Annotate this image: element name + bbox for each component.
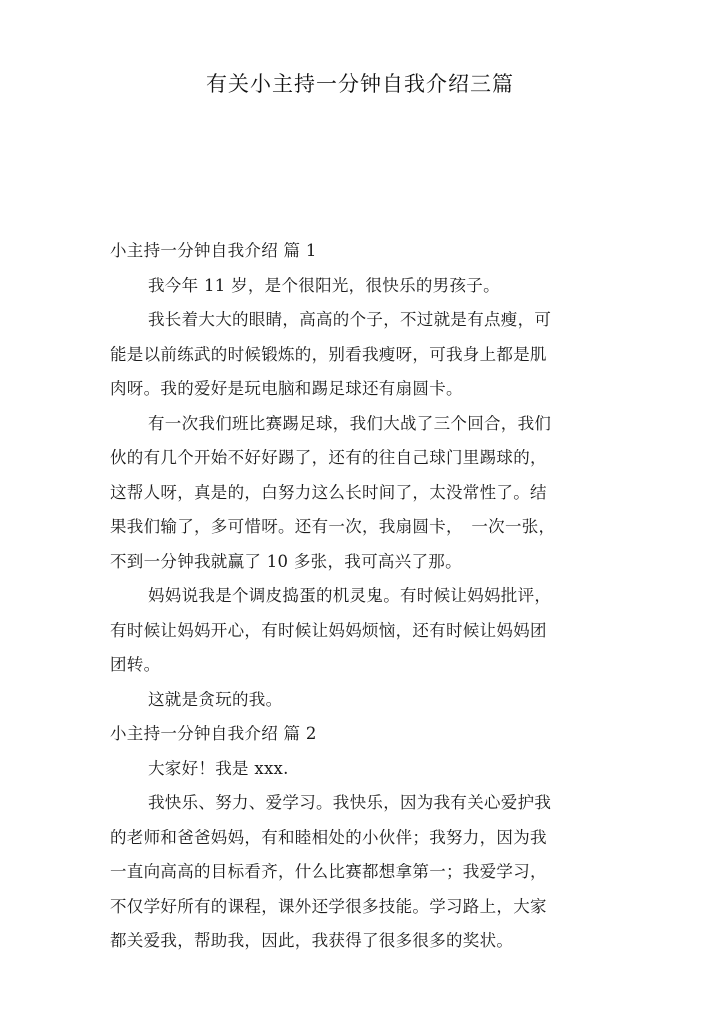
paragraph-line: 这帮人呀，真是的，白努力这么长时间了，太没常性了。结 [110, 482, 547, 502]
paragraph-line: 这就是贪玩的我。 [148, 689, 283, 709]
section-heading: 小主持一分钟自我介绍 篇 1 [110, 241, 317, 260]
paragraph-line: 肉呀。我的爱好是玩电脑和踢足球还有扇圆卡。 [110, 379, 463, 398]
paragraph-line: 都关爱我，帮助我，因此，我获得了很多很多的奖状。 [110, 931, 514, 950]
paragraph-line: 有时候让妈妈开心，有时候让妈妈烦恼，还有时候让妈妈团 [110, 620, 547, 640]
document-title: 有关小主持一分钟自我介绍三篇 [206, 72, 514, 96]
paragraph-line: 我长着大大的眼睛，高高的个子，不过就是有点瘦，可 [148, 310, 552, 329]
paragraph-line: 我今年 11 岁，是个很阳光，很快乐的男孩子。 [148, 275, 500, 295]
paragraph-line: 大家好！我是 xxx. [148, 758, 289, 778]
paragraph-line: 我快乐、努力、爱学习。我快乐，因为我有关心爱护我 [148, 793, 552, 812]
paragraph-line: 能是以前练武的时候锻炼的，别看我瘦呀，可我身上都是肌 [110, 344, 547, 364]
paragraph-line: 妈妈说我是个调皮捣蛋的机灵鬼。有时候让妈妈批评， [148, 586, 552, 605]
paragraph-line: 不到一分钟我就赢了 10 多张，我可高兴了那。 [110, 551, 462, 571]
document-body [110, 234, 610, 959]
paragraph-line: 一直向高高的目标看齐，什么比赛都想拿第一；我爱学习， [110, 862, 547, 881]
paragraph-line: 有一次我们班比赛踢足球，我们大战了三个回合，我们 [148, 413, 552, 433]
paragraph-line: 的老师和爸爸妈妈，有和睦相处的小伙伴；我努力，因为我 [110, 827, 547, 847]
section-heading: 小主持一分钟自我介绍 篇 2 [110, 724, 317, 743]
paragraph-line: 伙的有几个开始不好好踢了，还有的往自己球门里踢球的， [110, 448, 547, 467]
paragraph-line: 不仅学好所有的课程，课外还学很多技能。学习路上，大家 [110, 896, 547, 916]
paragraph-line: 果我们输了，多可惜呀。还有一次，我扇圆卡， 一次一张， [110, 517, 556, 536]
paragraph-line: 团转。 [110, 655, 161, 674]
